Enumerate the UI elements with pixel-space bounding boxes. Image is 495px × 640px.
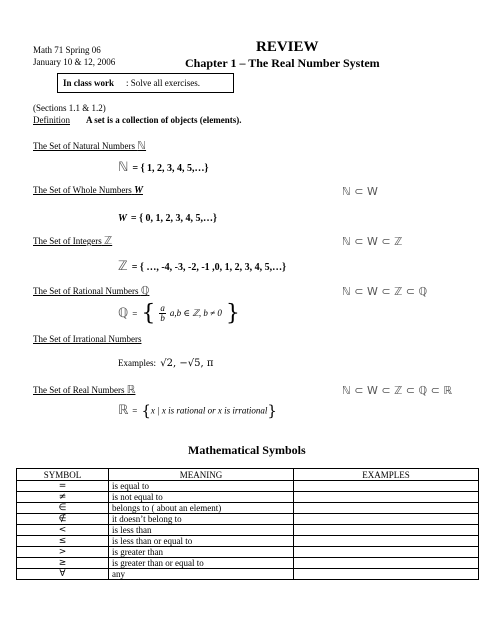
example-cell [294, 514, 479, 525]
natural-numbers-label-text: The Set of Natural Numbers [33, 141, 135, 151]
definition-body: A set is a collection of objects (elements). [86, 115, 242, 125]
integers-symbol-def: ℤ [118, 259, 128, 274]
symbol-cell: = [17, 481, 109, 492]
table-row [17, 558, 479, 569]
symbol-cell: > [17, 547, 109, 558]
symbol-cell: < [17, 525, 109, 536]
table-row [17, 525, 479, 536]
meaning-cell: is greater than [109, 547, 294, 558]
in-class-box [57, 73, 234, 93]
real-right-brace: } [267, 401, 277, 420]
whole-subset-relation [342, 185, 378, 198]
example-cell [294, 525, 479, 536]
date-text: January 10 & 12, 2006 [33, 57, 116, 67]
example-cell [294, 569, 479, 580]
meaning-cell: is equal to [109, 481, 294, 492]
natural-set-elements: = { 1, 2, 3, 4, 5,…} [132, 163, 209, 174]
table-row [17, 481, 479, 492]
meaning-cell: belongs to ( about an element) [109, 503, 294, 514]
rational-symbol-def: ℚ [118, 306, 129, 321]
integers-subset-relation [342, 232, 402, 250]
in-class-label: In class work [63, 78, 115, 88]
fraction-numerator: a [160, 303, 165, 313]
rational-numbers-label-text: The Set of Rational Numbers [33, 286, 139, 296]
fraction-denominator: b [160, 313, 165, 323]
real-numbers-label-text: The Set of Real Numbers [33, 385, 125, 395]
meaning-cell: is not equal to [109, 492, 294, 503]
table-row [17, 492, 479, 503]
natural-symbol-def: ℕ [118, 160, 129, 175]
symbol-cell: ≥ [17, 558, 109, 569]
rational-subset-relation [342, 282, 427, 300]
integers-set-elements: = { …, -4, -3, -2, -1 ,0, 1, 2, 3, 4, 5,…} [131, 262, 287, 273]
header-meaning: MEANING [109, 469, 294, 481]
definition-label: Definition [33, 115, 70, 125]
examples-values: √2, −√5, π [160, 358, 214, 369]
real-relation-text: ℕ ⊂ W ⊂ ℤ ⊂ ℚ ⊂ ℝ [342, 384, 453, 397]
symbol-cell: ≤ [17, 536, 109, 547]
meaning-cell: is greater than or equal to [109, 558, 294, 569]
natural-symbol: ℕ [137, 139, 147, 152]
a-over-b-fraction [159, 304, 166, 323]
table-row [17, 547, 479, 558]
integers-label [33, 234, 112, 247]
course-name: Math 71 Spring 06 [33, 45, 101, 55]
irrational-examples [118, 358, 213, 369]
page-title: REVIEW [256, 39, 319, 55]
whole-relation-text: ℕ ⊂ W [342, 185, 378, 198]
table-row [17, 503, 479, 514]
real-numbers-definition: ℝ = {x | x is rational or x is irrational} [118, 401, 277, 420]
table-row [17, 536, 479, 547]
integers-definition [118, 257, 286, 275]
example-cell [294, 481, 479, 492]
example-cell [294, 536, 479, 547]
example-cell [294, 558, 479, 569]
rational-relation-text: ℕ ⊂ W ⊂ ℤ ⊂ ℚ [342, 285, 428, 298]
meaning-cell: it doesn’t belong to [109, 514, 294, 525]
integers-symbol: ℤ [103, 234, 113, 247]
natural-numbers-label [33, 139, 146, 152]
rational-numbers-definition: ℚ = { $\frac{a}{b}$ a,b ∈ ℤ, b ≠ 0 } [118, 301, 240, 326]
irrational-numbers-label: The Set of Irrational Numbers [33, 334, 142, 344]
definition-text [86, 115, 241, 125]
natural-numbers-definition [118, 158, 209, 176]
example-cell [294, 492, 479, 503]
left-brace: { [141, 301, 156, 326]
whole-numbers-label-text: The Set of Whole Numbers [33, 185, 132, 195]
integers-relation-text: ℕ ⊂ W ⊂ ℤ [342, 235, 403, 248]
in-class-text: : Solve all exercises. [126, 78, 200, 88]
sections-note: (Sections 1.1 & 1.2) [33, 103, 106, 113]
chapter-title: Chapter 1 – The Real Number System [185, 56, 380, 70]
header-symbol: SYMBOL [17, 469, 109, 481]
whole-numbers-definition [118, 208, 217, 226]
symbols-table [16, 468, 479, 580]
whole-symbol: W [134, 185, 143, 196]
integers-label-text: The Set of Integers [33, 236, 102, 246]
real-symbol: ℝ [126, 383, 136, 396]
real-symbol-def: ℝ [118, 402, 129, 418]
symbols-section-title: Mathematical Symbols [188, 443, 306, 457]
whole-set-elements: = { 0, 1, 2, 3, 4, 5,…} [130, 213, 217, 224]
symbol-cell: ≠ [17, 492, 109, 503]
symbol-cell: ∀ [17, 569, 109, 580]
real-left-brace: { [141, 401, 151, 420]
example-cell [294, 503, 479, 514]
table-row [17, 569, 479, 580]
header-examples: EXAMPLES [294, 469, 479, 481]
real-numbers-label [33, 383, 135, 396]
table-header-row [17, 469, 479, 481]
symbol-cell: ∉ [17, 514, 109, 525]
right-brace: } [225, 301, 240, 326]
table-row [17, 514, 479, 525]
examples-label: Examples: [118, 358, 156, 368]
real-set-condition: x | x is rational or x is irrational [150, 405, 268, 416]
rational-symbol: ℚ [140, 284, 150, 297]
real-subset-relation [342, 381, 452, 399]
example-cell [294, 547, 479, 558]
whole-symbol-def: W [118, 213, 127, 224]
meaning-cell: is less than or equal to [109, 536, 294, 547]
whole-numbers-label [33, 185, 143, 196]
symbol-cell: ∈ [17, 503, 109, 514]
rational-numbers-label [33, 284, 149, 297]
rational-condition: a,b ∈ ℤ, b ≠ 0 [169, 308, 222, 318]
meaning-cell: any [109, 569, 294, 580]
meaning-cell: is less than [109, 525, 294, 536]
